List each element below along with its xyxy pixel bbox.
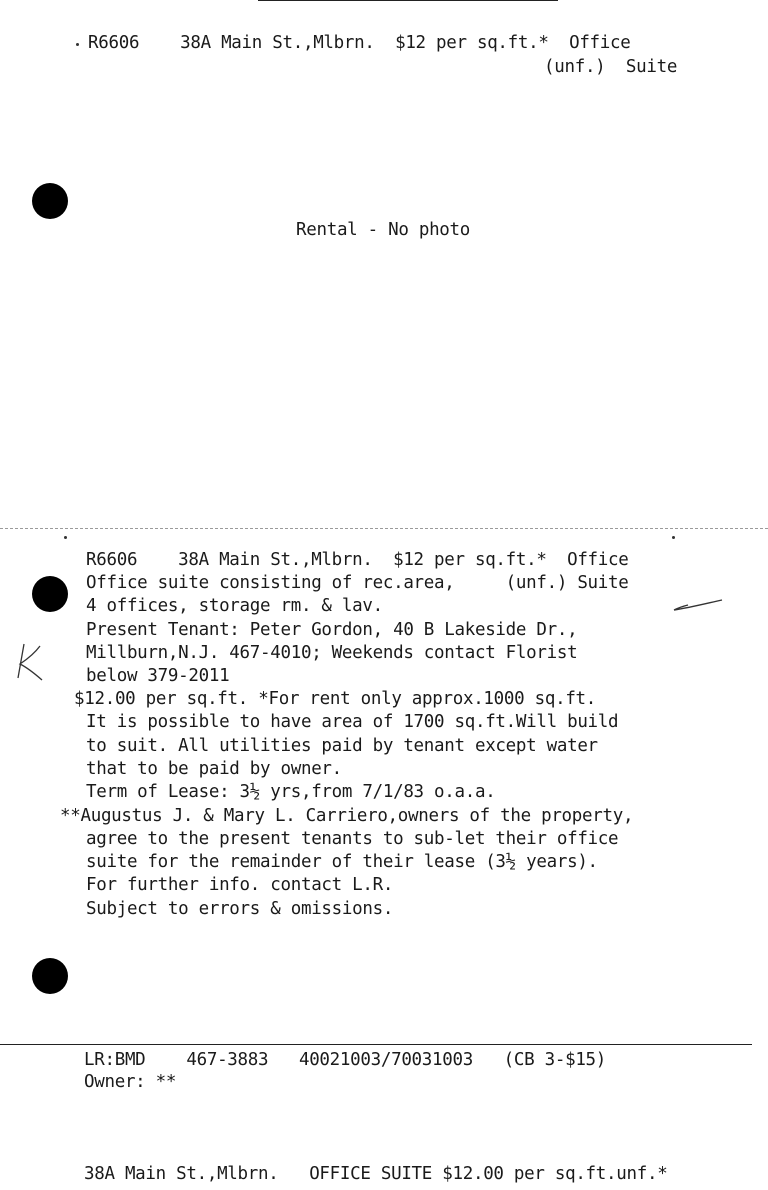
- detail-line: Subject to errors & omissions.: [86, 899, 394, 919]
- detail-line: It is possible to have area of 1700 sq.ft.Will build: [86, 712, 619, 732]
- detail-line: suite for the remainder of their lease (3½ years).: [86, 852, 598, 872]
- detail-line: 4 offices, storage rm. & lav.: [86, 596, 383, 616]
- binder-hole-2: [32, 576, 68, 612]
- footer-line-2: Owner: **: [84, 1072, 177, 1092]
- detail-line: Millburn,N.J. 467-4010; Weekends contact Florist: [86, 643, 578, 663]
- footer-rule: [0, 1044, 752, 1045]
- detail-line: Term of Lease: 3½ yrs,from 7/1/83 o.a.a.: [86, 782, 496, 802]
- bottom-listing-line: 38A Main St.,Mlbrn. OFFICE SUITE $12.00 per sq.ft.unf.*: [84, 1164, 668, 1184]
- top-listing-line-2: (unf.) Suite: [544, 57, 678, 77]
- detail-line: $12.00 per sq.ft. *For rent only approx.1000 sq.ft.: [74, 689, 597, 709]
- detail-line: Present Tenant: Peter Gordon, 40 B Lakeside Dr.,: [86, 620, 578, 640]
- binder-hole-1: [32, 183, 68, 219]
- top-edge-rule: [258, 0, 558, 1]
- photo-note: Rental - No photo: [296, 220, 471, 240]
- footer-line-1: LR:BMD 467-3883 40021003/70031003 (CB 3-$15): [84, 1050, 607, 1070]
- detail-line: agree to the present tenants to sub-let their office: [86, 829, 619, 849]
- bullet-dot: [76, 43, 79, 46]
- separator-dot-left: [64, 536, 67, 539]
- card-separator: [0, 528, 768, 529]
- checkmark-icon: [670, 596, 726, 616]
- detail-line: to suit. All utilities paid by tenant except water: [86, 736, 598, 756]
- top-listing-line-1: R6606 38A Main St.,Mlbrn. $12 per sq.ft.* Office: [88, 33, 631, 53]
- detail-line: **Augustus J. & Mary L. Carriero,owners of the property,: [60, 806, 634, 826]
- detail-line: Office suite consisting of rec.area, (unf.) Suite: [86, 573, 629, 593]
- binder-hole-3: [32, 958, 68, 994]
- detail-line: below 379-2011: [86, 666, 230, 686]
- detail-line: R6606 38A Main St.,Mlbrn. $12 per sq.ft.* Office: [86, 550, 629, 570]
- detail-line: For further info. contact L.R.: [86, 875, 394, 895]
- handwritten-k-icon: [12, 640, 44, 682]
- detail-line: that to be paid by owner.: [86, 759, 342, 779]
- separator-dot-right: [672, 536, 675, 539]
